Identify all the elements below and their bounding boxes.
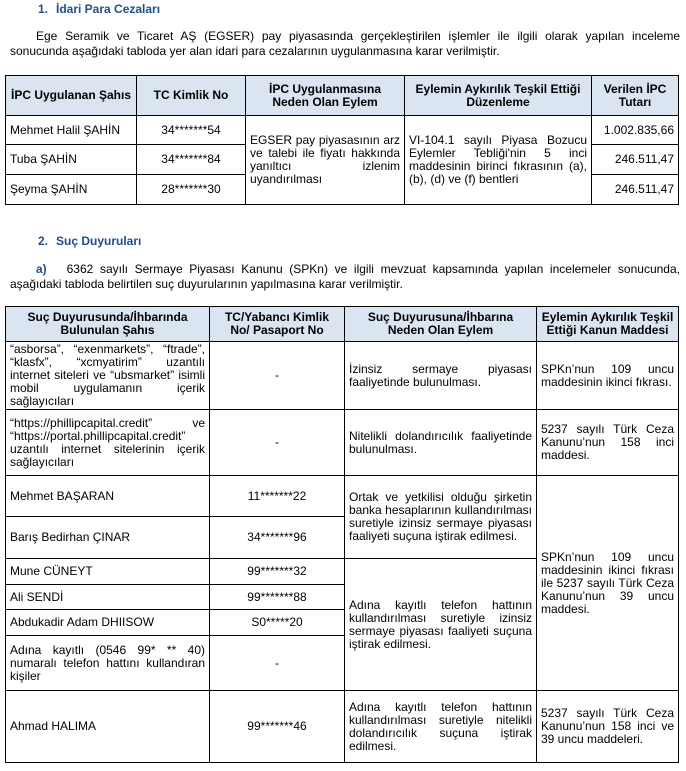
person-name: “asborsa”, “exenmarkets”, “ftrade”, “klasfx”, “xcmyatirim” uzantılı internet siteleri ve “ubsmarket” isimli mobil uygulamanın içerik sağlayıcıları	[6, 342, 210, 410]
id-number: 34*******96	[210, 517, 345, 559]
complaint-action: İzinsiz sermaye piyasası faaliyetinde bulunulması.	[345, 342, 537, 410]
section-2-title: Suç Duyuruları	[56, 234, 142, 248]
id-number: 99*******32	[210, 559, 345, 585]
law-article: 5237 sayılı Türk Ceza Kanunu’nun 158 inci ve 39 uncu maddeleri.	[537, 691, 679, 763]
table-row	[6, 410, 679, 476]
header-id-no: TC/Yabancı Kimlik No/ Pasaport No	[210, 307, 345, 342]
person-name: Abdukadir Adam DHIISOW	[6, 610, 210, 636]
section-1-number: 1.	[38, 2, 49, 16]
table-row	[6, 476, 679, 517]
tc-number: 28*******30	[137, 175, 246, 205]
id-number: 11*******22	[210, 476, 345, 517]
table-row	[6, 342, 679, 410]
header-tc-no: TC Kimlik No	[137, 76, 246, 116]
header-amount: Verilen İPC Tutarı	[592, 76, 679, 116]
law-article: 5237 sayılı Türk Ceza Kanunu’nun 158 inci maddesi.	[537, 410, 679, 476]
person-name: Tuba ŞAHİN	[6, 145, 137, 175]
id-number: S0*****20	[210, 610, 345, 636]
complaint-table-header-row	[6, 307, 679, 342]
penalty-regulation: VI-104.1 sayılı Piyasa Bozucu Eylemler Tebliği'nin 5 inci maddesinin birinci fıkrasının (a), (b), (d) ve (f) bentleri	[405, 116, 592, 205]
complaint-action: Adına kayıtlı telefon hattının kullandırılması suretiyle izinsiz sermaye piyasası faaliyeti suçuna iştirak edilmesi.	[345, 559, 537, 691]
section-2-intro	[10, 262, 680, 292]
section-2-heading	[38, 234, 141, 248]
header-ipc-person: İPC Uygulanan Şahıs	[6, 76, 137, 116]
tc-number: 34*******54	[137, 116, 246, 145]
tc-number: 34*******84	[137, 145, 246, 175]
person-name: Mehmet Halil ŞAHİN	[6, 116, 137, 145]
penalty-table	[5, 75, 679, 205]
id-number: -	[210, 342, 345, 410]
table-row	[6, 691, 679, 763]
penalty-amount: 1.002.835,66	[592, 116, 679, 145]
section-1-intro: Ege Seramik ve Ticaret AŞ (EGSER) pay piyasasında gerçekleştirilen işlemler ile ilgili olarak yapılan inceleme sonucunda aşağıdaki tabloda yer alan idari para cezalarının uygulanmasına karar verilmiştir.	[10, 29, 680, 58]
person-name: Ali SENDİ	[6, 585, 210, 610]
id-number: -	[210, 410, 345, 476]
person-name: Ahmad HALIMA	[6, 691, 210, 763]
person-name: Adına kayıtlı (0546 99* ** 40) numaralı telefon hattını kullandıran kişiler	[6, 636, 210, 691]
section-1-heading	[38, 2, 160, 16]
header-ipc-action: İPC Uygulanmasına Neden Olan Eylem	[246, 76, 405, 116]
person-name: Barış Bedirhan ÇINAR	[6, 517, 210, 559]
penalty-table-header-row	[6, 76, 679, 116]
law-article: SPKn’nun 109 uncu maddesinin ikinci fıkrası.	[537, 342, 679, 410]
penalty-amount: 246.511,47	[592, 175, 679, 205]
header-complaint-person: Suç Duyurusunda/İhbarında Bulunulan Şahıs	[6, 307, 210, 342]
section-1-title: İdari Para Cezaları	[56, 2, 161, 16]
complaint-action: Nitelikli dolandırıcılık faaliyetinde bulunulması.	[345, 410, 537, 476]
penalty-amount: 246.511,47	[592, 145, 679, 175]
law-article: SPKn’nun 109 uncu maddesinin ikinci fıkrası ile 5237 sayılı Türk Ceza Kanunu’nun 39 uncu maddesi.	[537, 476, 679, 691]
id-number: 99*******46	[210, 691, 345, 763]
section-2-intro-text: 6362 sayılı Sermaye Piyasası Kanunu (SPKn) ve ilgili mevzuat kapsamında yapılan incelemeler sonucunda, aşağıdaki tabloda belirtilen suç duyurularının yapılmasına karar verilmiştir.	[10, 262, 680, 291]
complaint-action: Ortak ve yetkilisi olduğu şirketin banka hesaplarının kullandırılması suretiyle izinsiz sermaye piyasası faaliyeti suçuna iştirak edilmesi.	[345, 476, 537, 559]
header-complaint-action: Suç Duyurusuna/İhbarına Neden Olan Eylem	[345, 307, 537, 342]
person-name: Mehmet BAŞARAN	[6, 476, 210, 517]
table-row	[6, 116, 679, 145]
header-regulation: Eylemin Aykırılık Teşkil Ettiği Düzenleme	[405, 76, 592, 116]
section-2-item-label: a)	[36, 262, 47, 276]
person-name: Mune CÜNEYT	[6, 559, 210, 585]
criminal-complaint-table	[5, 306, 679, 763]
header-law-article: Eylemin Aykırılık Teşkil Ettiği Kanun Maddesi	[537, 307, 679, 342]
section-2-number: 2.	[38, 234, 49, 248]
person-name: Şeyma ŞAHİN	[6, 175, 137, 205]
id-number: -	[210, 636, 345, 691]
id-number: 99*******88	[210, 585, 345, 610]
complaint-action: Adına kayıtlı telefon hattının kullandırılması suretiyle nitelikli dolandırıcılık suçuna iştirak edilmesi.	[345, 691, 537, 763]
person-name: “https://phillipcapital.credit” ve “https://portal.phillipcapital.credit” uzantılı internet sitelerinin içerik sağlayıcıları	[6, 410, 210, 476]
penalty-action: EGSER pay piyasasının arz ve talebi ile fiyatı hakkında yanıltıcı izlenim uyandırılması	[246, 116, 405, 205]
